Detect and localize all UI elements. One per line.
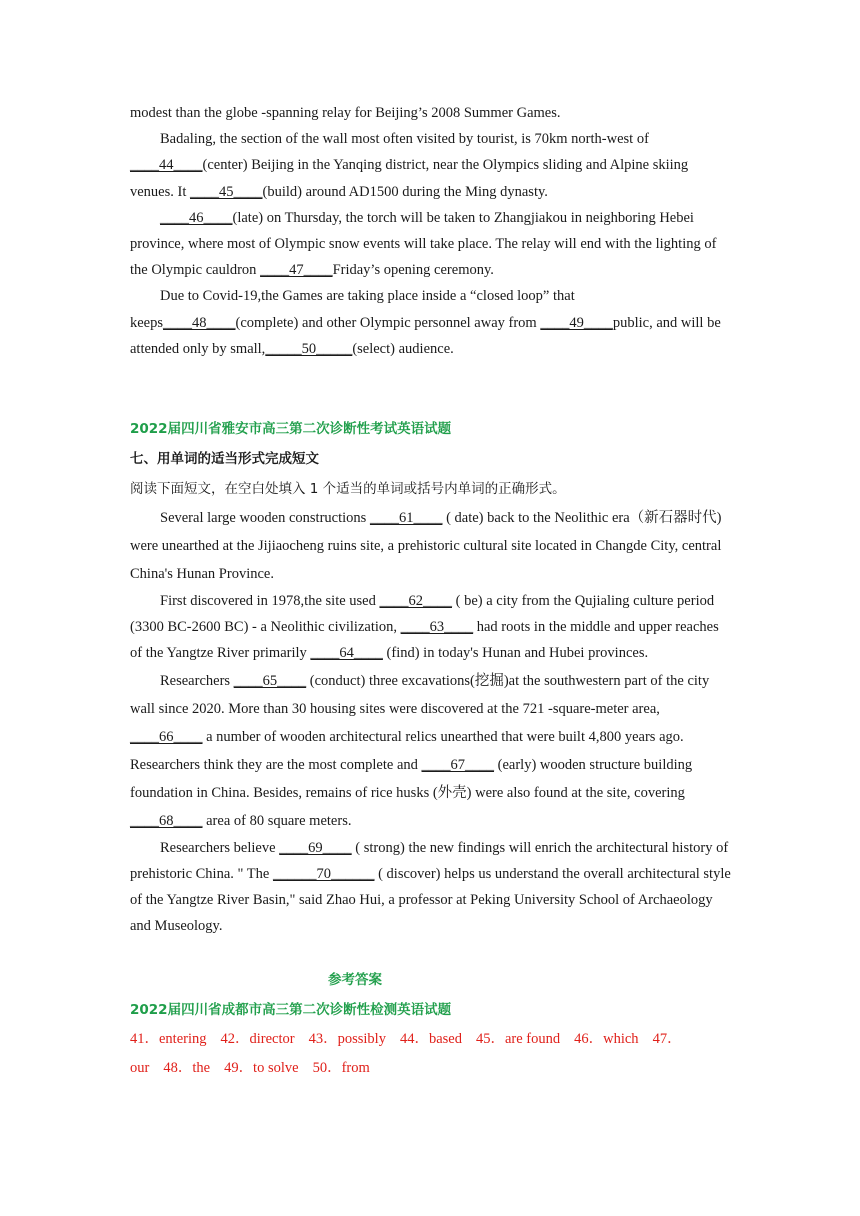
answer-item: 47．our bbox=[130, 1031, 682, 1077]
blank-70: ______70______ bbox=[272, 865, 375, 882]
text-run: (complete) and other Olympic personnel away from bbox=[235, 314, 541, 331]
text-run: Badaling, the section of the wall most often visited by tourist, is 70km north-west of bbox=[160, 131, 649, 148]
answer-list bbox=[130, 1025, 732, 1083]
passage2-paragraph-3 bbox=[130, 667, 732, 835]
text-run: First discovered in 1978,the site used bbox=[160, 593, 380, 610]
text-run: a number of wooden architectural relics unearthed that were built 4,800 years ago. Researchers think they are the most complete and bbox=[130, 728, 684, 773]
section-heading: 七、用单词的适当形式完成短文 bbox=[130, 451, 319, 468]
blank-46: ____46____ bbox=[160, 209, 233, 226]
text-run: (select) audience. bbox=[352, 340, 454, 357]
passage1-line: modest than the globe -spanning relay for Beijing’s 2008 Summer Games. bbox=[130, 105, 561, 121]
blank-50: _____50_____ bbox=[265, 340, 353, 357]
text-run: (early) wooden structure building foundation in China. Besides, remains of rice husks (外壳) were also found at the site, covering bbox=[130, 756, 693, 801]
blank-44: ____44____ bbox=[130, 157, 203, 174]
spacer bbox=[130, 362, 732, 414]
answer-key-title: 参考答案 bbox=[328, 972, 382, 989]
passage1-paragraph-2 bbox=[130, 126, 732, 205]
text-run: ( be) a city from the Qujialing culture period (3300 BC-2600 BC) - a Neolithic civilization, bbox=[130, 593, 715, 636]
blank-68: ____68____ bbox=[130, 812, 203, 829]
passage1-paragraph-4 bbox=[130, 283, 732, 362]
answer-item: 48．the bbox=[163, 1060, 211, 1077]
text-run: Due to Covid-19,the Games are taking place inside a “closed loop” that keeps bbox=[130, 288, 575, 331]
answer-item: 41．entering bbox=[130, 1031, 207, 1048]
document-content bbox=[130, 100, 732, 1083]
answer-item: 45．are found bbox=[475, 1031, 561, 1048]
exam-title-chengdu: 2022届四川省成都市高三第二次诊断性检测英语试题 bbox=[130, 1002, 452, 1019]
answer-item: 49．to solve bbox=[224, 1060, 299, 1077]
blank-48: ____48____ bbox=[163, 314, 236, 331]
passage2-paragraph-2 bbox=[130, 588, 732, 667]
text-run: public, and will be attended only by small, bbox=[130, 314, 721, 357]
text-run: (find) in today's Hunan and Hubei provinces. bbox=[382, 645, 649, 662]
text-run: ( discover) helps us understand the overall architectural style of the Yangtze River Basin," said Zhao Hui, a professor at Peking University School of Archaeology and Museology. bbox=[130, 865, 731, 935]
text-run: ( strong) the new findings will enrich the architectural history of prehistoric China. " The bbox=[130, 839, 729, 882]
blank-64: ____64____ bbox=[310, 645, 383, 662]
blank-69: ____69____ bbox=[279, 839, 352, 856]
text-run: Researchers bbox=[160, 672, 234, 689]
answer-item: 46．which bbox=[574, 1031, 639, 1048]
blank-63: ____63____ bbox=[400, 619, 474, 636]
blank-47: ____47____ bbox=[260, 262, 333, 279]
text-run: (center) Beijing in the Yanqing district, near the Olympics sliding and Alpine skiing venues. It bbox=[130, 157, 689, 200]
answer-item: 50．from bbox=[312, 1060, 370, 1077]
blank-61: ____61____ bbox=[369, 510, 443, 527]
blank-67: ____67____ bbox=[421, 756, 495, 773]
text-run: Researchers believe bbox=[160, 839, 280, 856]
blank-45: ____45____ bbox=[190, 183, 263, 200]
blank-66: ____66____ bbox=[130, 728, 203, 745]
text-run: Friday’s opening ceremony. bbox=[332, 262, 494, 279]
text-run: had roots in the middle and upper reaches of the Yangtze River primarily bbox=[130, 619, 719, 662]
text-run: Several large wooden constructions bbox=[160, 510, 370, 527]
text-run: (late) on Thursday, the torch will be taken to Zhangjiakou in neighboring Hebei province, where most of Olympic snow events will take place. The relay will end with the lighting of the Olympic cauldron bbox=[130, 209, 717, 279]
exam-title-yaan: 2022届四川省雅安市高三第二次诊断性考试英语试题 bbox=[130, 421, 452, 438]
blank-62: ____62____ bbox=[379, 593, 452, 610]
text-run: ( date) back to the Neolithic era（新石器时代) were unearthed at the Jijiaocheng ruins site, a prehistoric cultural site located in Changde City, central China's Hunan Province. bbox=[130, 510, 722, 583]
text-run: (build) around AD1500 during the Ming dynasty. bbox=[262, 183, 548, 200]
text-run: area of 80 square meters. bbox=[202, 812, 352, 829]
spacer bbox=[130, 939, 732, 965]
blank-49: ____49____ bbox=[540, 314, 613, 331]
blank-65: ____65____ bbox=[233, 672, 307, 689]
passage2-paragraph-4 bbox=[130, 835, 732, 940]
answer-item: 43．possibly bbox=[308, 1031, 386, 1048]
answer-item: 42．director bbox=[220, 1031, 295, 1048]
passage2-paragraph-1 bbox=[130, 504, 732, 588]
answer-item: 44．based bbox=[399, 1031, 462, 1048]
instruction-text: 阅读下面短文，在空白处填入 1 个适当的单词或括号内单词的正确形式。 bbox=[130, 481, 566, 498]
passage1-paragraph-3 bbox=[130, 205, 732, 284]
text-run: (conduct) three excavations(挖掘)at the southwestern part of the city wall since 2020. More than 30 housing sites were discovered at the 721 -square-meter area, bbox=[130, 672, 710, 717]
